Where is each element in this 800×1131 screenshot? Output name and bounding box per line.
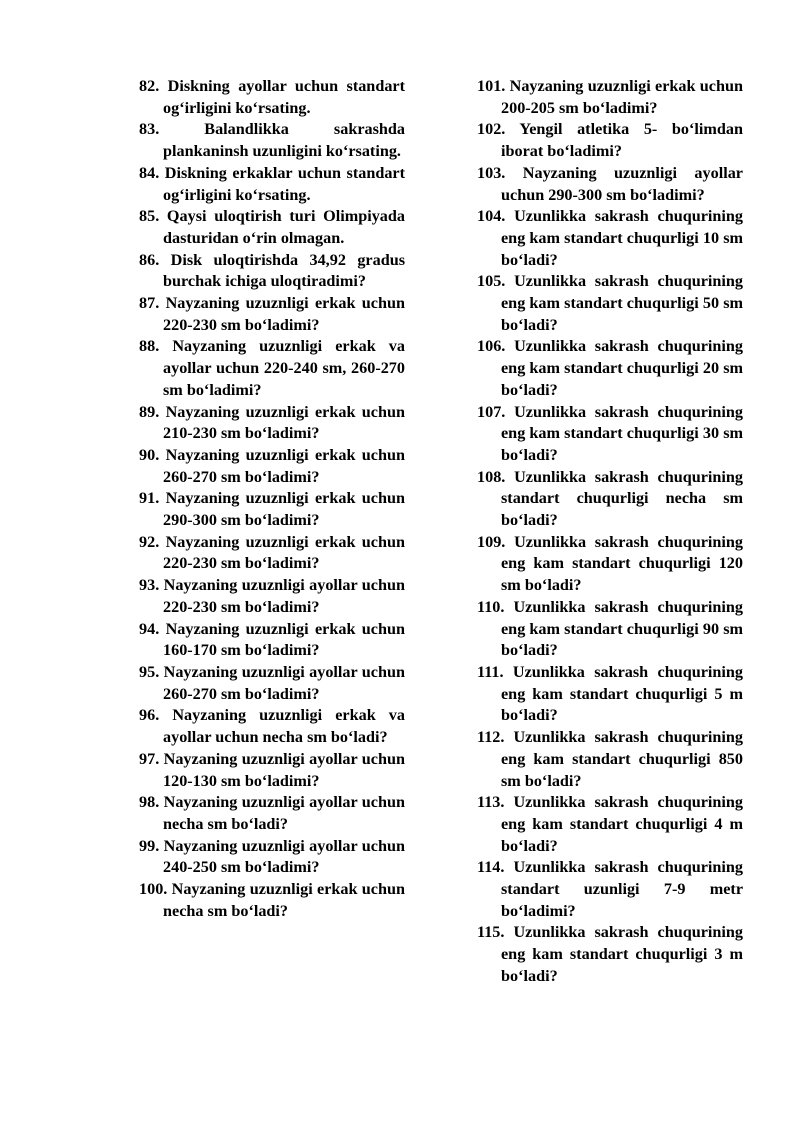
question-86: 86. Disk uloqtirishda 34,92 gradus burchak ichiga uloqtiradimi?: [139, 250, 405, 291]
question-87: 87. Nayzaning uzuznligi erkak uchun 220-230 sm bo‘ladimi?: [139, 294, 405, 334]
question-92: 92. Nayzaning uzuznligi erkak uchun 220-230 sm bo‘ladimi?: [139, 532, 405, 573]
question-113: 113. Uzunlikka sakrash chuqurining eng kam standart chuqurligi 4 m bo‘ladi?: [477, 793, 743, 855]
question-93: 93. Nayzaning uzuznligi ayollar uchun 220-230 sm bo‘ladimi?: [139, 576, 405, 616]
question-96: 96. Nayzaning uzuznligi erkak va ayollar uchun necha sm bo‘ladi?: [139, 706, 405, 747]
question-101: 101. Nayzaning uzuznligi erkak uchun 200-205 sm bo‘ladimi?: [477, 77, 743, 117]
question-89: 89. Nayzaning uzuznligi erkak uchun 210-230 sm bo‘ladimi?: [139, 402, 405, 443]
question-100: 100. Nayzaning uzuznligi erkak uchun necha sm bo‘ladi?: [139, 880, 405, 920]
question-114: 114. Uzunlikka sakrash chuqurining standart uzunligi 7-9 metr bo‘ladimi?: [477, 858, 743, 920]
question-109: 109. Uzunlikka sakrash chuqurining eng kam standart chuqurligi 120 sm bo‘ladi?: [477, 532, 743, 595]
question-107: 107. Uzunlikka sakrash chuqurining eng kam standart chuqurligi 30 sm bo‘ladi?: [477, 402, 743, 464]
question-84: 84. Diskning erkaklar uchun standart og‘irligini ko‘rsating.: [139, 163, 405, 204]
question-104: 104. Uzunlikka sakrash chuqurining eng kam standart chuqurligi 10 sm bo‘ladi?: [477, 207, 743, 269]
question-112: 112. Uzunlikka sakrash chuqurining eng kam standart chuqurligi 850 sm bo‘ladi?: [477, 728, 743, 790]
question-83: 83. Balandlikka sakrashda plankaninsh uzunligini ko‘rsating.: [139, 120, 405, 161]
question-108: 108. Uzunlikka sakrash chuqurining standart chuqurligi necha sm bo‘ladi?: [477, 467, 743, 530]
question-102: 102. Yengil atletika 5- bo‘limdan iborat bo‘ladimi?: [477, 120, 743, 161]
question-91: 91. Nayzaning uzuznligi erkak uchun 290-300 sm bo‘ladimi?: [139, 489, 405, 530]
question-95: 95. Nayzaning uzuznligi ayollar uchun 260-270 sm bo‘ladimi?: [139, 662, 405, 703]
question-106: 106. Uzunlikka sakrash chuqurining eng kam standart chuqurligi 20 sm bo‘ladi?: [477, 337, 743, 399]
question-94: 94. Nayzaning uzuznligi erkak uchun 160-170 sm bo‘ladimi?: [139, 619, 405, 660]
left-question-column: [139, 76, 405, 922]
question-97: 97. Nayzaning uzuznligi ayollar uchun 120-130 sm bo‘ladimi?: [139, 749, 405, 790]
question-105: 105. Uzunlikka sakrash chuqurining eng kam standart chuqurligi 50 sm bo‘ladi?: [477, 272, 743, 334]
question-90: 90. Nayzaning uzuznligi erkak uchun 260-270 sm bo‘ladimi?: [139, 445, 405, 486]
right-question-column: [477, 76, 743, 988]
question-115: 115. Uzunlikka sakrash chuqurining eng kam standart chuqurligi 3 m bo‘ladi?: [477, 923, 743, 985]
question-82: 82. Diskning ayollar uchun standart og‘irligini ko‘rsating.: [139, 77, 405, 117]
question-88: 88. Nayzaning uzuznligi erkak va ayollar uchun 220-240 sm, 260-270 sm bo‘ladimi?: [139, 337, 405, 399]
question-111: 111. Uzunlikka sakrash chuqurining eng kam standart chuqurligi 5 m bo‘ladi?: [477, 662, 743, 725]
question-110: 110. Uzunlikka sakrash chuqurining eng kam standart chuqurligi 90 sm bo‘ladi?: [477, 597, 743, 660]
question-99: 99. Nayzaning uzuznligi ayollar uchun 240-250 sm bo‘ladimi?: [139, 836, 405, 877]
question-85: 85. Qaysi uloqtirish turi Olimpiyada dasturidan o‘rin olmagan.: [139, 207, 405, 247]
question-98: 98. Nayzaning uzuznligi ayollar uchun necha sm bo‘ladi?: [139, 793, 405, 833]
question-103: 103. Nayzaning uzuznligi ayollar uchun 290-300 sm bo‘ladimi?: [477, 163, 743, 204]
